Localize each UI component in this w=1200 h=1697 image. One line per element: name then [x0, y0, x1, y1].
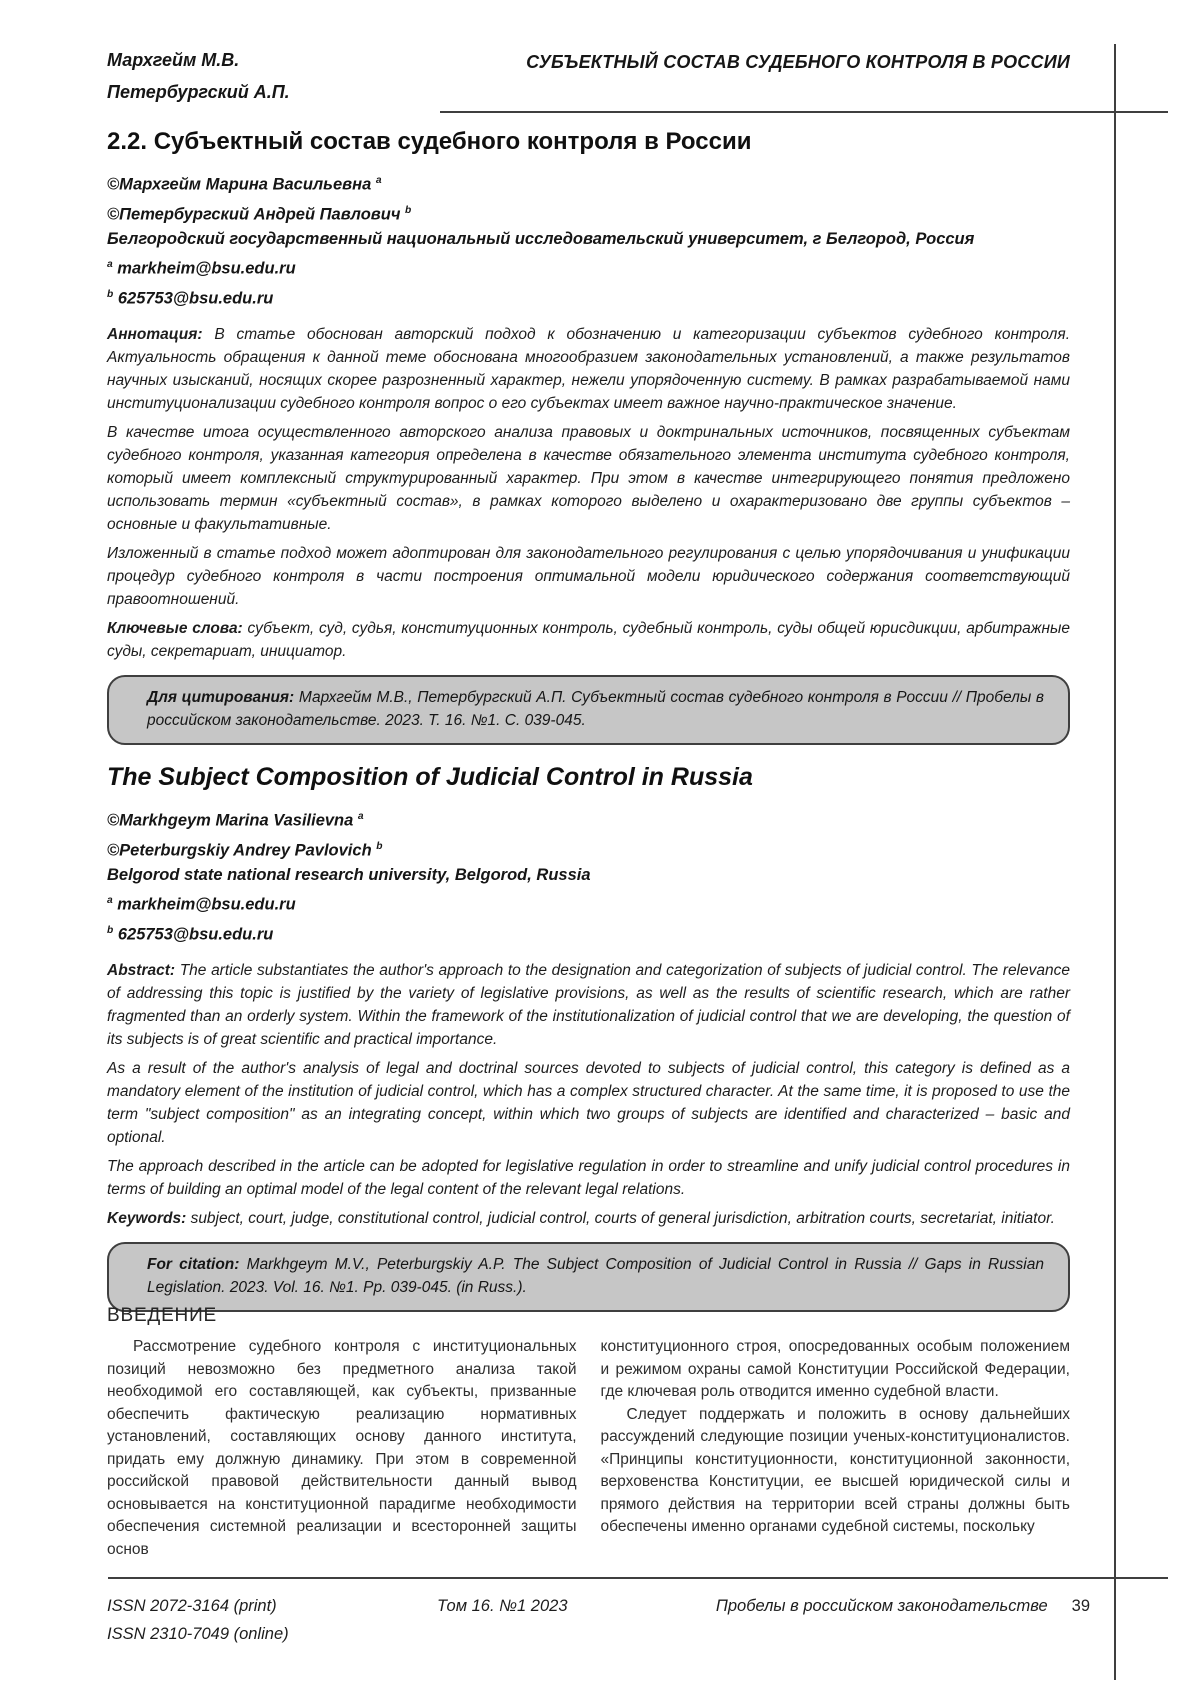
- citation-box-en: [107, 1242, 1070, 1312]
- abstract-label: Аннотация:: [107, 326, 203, 343]
- journal-name: Пробелы в российском законодательстве: [715, 1597, 1048, 1615]
- running-header: [107, 44, 1070, 108]
- authors-block-en: [107, 804, 1070, 947]
- keywords-label: Keywords:: [107, 1210, 187, 1227]
- footer-divider-rule: [108, 1577, 1168, 1579]
- keywords-label: Ключевые слова:: [107, 620, 243, 637]
- abstract-text: В статье обоснован авторский подход к обозначению и категоризации субъектов судебного контроля. Актуальность обращения к данной теме обоснована многообразием законодательных установлений, а также результатов научных изысканий, носящих скорее разрозненный характер, нежели упорядоченную систему. В рамках разрабатываемой нами институционализации судебного контроля вопрос о его субъектах имеет важное научно-практическое значение.: [107, 326, 1071, 412]
- body-paragraph: конституционного строя, опосредованных особым положением и режимом охраны самой Конституции Российской Федерации, где ключевая роль отводится именно судебной власти.: [600, 1338, 1070, 1400]
- running-header-authors: [107, 44, 290, 108]
- affiliation-line: Belgorod state national research university, Belgorod, Russia: [107, 866, 591, 884]
- abstract-paragraph: [107, 323, 1070, 415]
- abstract-text: The article substantiates the author's approach to the designation and categorization of subjects of judicial control. The relevance of addressing this topic is justified by the variety of legislative provisions, as well as the results of scientific research, which are rather fragmented than an orderly system. Within the framework of the institutionalization of judicial control that we are developing, the question of its subjects is of great scientific and practical importance.: [107, 962, 1070, 1048]
- issn-online: ISSN 2310-7049 (online): [107, 1625, 289, 1643]
- email-line: [107, 282, 1070, 312]
- author-affiliation-mark: b: [376, 840, 383, 852]
- abstract-paragraph: [107, 959, 1070, 1051]
- email-line: [107, 918, 1070, 948]
- email-affiliation-mark: a: [107, 895, 113, 906]
- front-matter: [107, 44, 1070, 1312]
- page-footer: [107, 1592, 1090, 1648]
- section-heading-introduction: ВВЕДЕНИЕ: [107, 1305, 218, 1326]
- running-author-1: Мархгейм М.В.: [107, 50, 240, 70]
- email-address: markheim@bsu.edu.ru: [117, 895, 296, 914]
- body-paragraph: Рассмотрение судебного контроля с институциональных позиций невозможно без предметного анализа такой необходимой его составляющей, как субъекты, призванные обеспечить фактическую реализацию нормативных установлений, составляющих основу данного института, придать ему должную динамику. При этом в современной российской правовой действительности данный вывод основывается на конституционной парадигме необходимости обеспечения системной реализации и всесторонней защиты основ: [107, 1338, 577, 1558]
- body-paragraph: Следует поддержать и положить в основу дальнейших рассуждений следующие позиции ученых-конституционалистов. «Принципы конституционности, конституционной законности, верховенства Конституции, ее высшей юридической силы и прямого действия на территории всей страны должны быть обеспечены именно органами судебной системы, поскольку: [600, 1405, 1070, 1535]
- author-line: [107, 804, 1070, 834]
- author-affiliation-mark: a: [357, 811, 364, 822]
- abstract-label: Abstract:: [107, 962, 176, 979]
- author-line: [107, 198, 1070, 228]
- issn-block: [107, 1592, 289, 1648]
- volume-info: Том 16. №1 2023: [437, 1597, 568, 1615]
- page-number: 39: [1071, 1597, 1090, 1615]
- email-address: 625753@bsu.edu.ru: [117, 925, 274, 943]
- abstract-paragraph: As a result of the author's analysis of legal and doctrinal sources devoted to subjects of judicial control, this category is defined as a mandatory element of the institution of judicial control, which has a complex structured character. At the same time, it is proposed to use the term "subject composition" as an integrating concept, within which two groups of subjects are identified and characterized – basic and optional.: [107, 1060, 1070, 1146]
- author-name: ©Мархгейм Марина Васильевна: [107, 175, 372, 194]
- author-name: ©Peterburgskiy Andrey Pavlovich: [107, 841, 372, 859]
- citation-label: Для цитирования:: [147, 689, 295, 706]
- author-affiliation-mark: a: [375, 175, 382, 186]
- abstract-paragraph: The approach described in the article can be adopted for legislative regulation in order to streamline and unify judicial control procedures in terms of building an optimal model of the legal content of the relevant legal relations.: [107, 1158, 1070, 1198]
- author-line: [107, 834, 1070, 864]
- email-address: markheim@bsu.edu.ru: [117, 259, 296, 278]
- body-column-right: [601, 1336, 1071, 1561]
- citation-box-ru: [107, 675, 1070, 745]
- citation-text: Markhgeym M.V., Peterburgskiy A.P. The Subject Composition of Judicial Control in Russia // Gaps in Russian Legislation. 2023. Vol. 16. №1. Pp. 039-045. (in Russ.).: [147, 1256, 1044, 1296]
- abstract-en: [107, 959, 1070, 1230]
- running-title: СУБЪЕКТНЫЙ СОСТАВ СУДЕБНОГО КОНТРОЛЯ В РОССИИ: [526, 52, 1070, 72]
- article-title-en: The Subject Composition of Judicial Control in Russia: [107, 763, 753, 791]
- email-address: 625753@bsu.edu.ru: [117, 289, 274, 307]
- two-column-body: [107, 1336, 1070, 1561]
- email-line: [107, 252, 1070, 282]
- issn-print: ISSN 2072-3164 (print): [107, 1597, 277, 1615]
- email-affiliation-mark: a: [107, 259, 113, 270]
- abstract-paragraph: Изложенный в статье подход может адоптирован для законодательного регулирования с целью упорядочивания и унификации процедур судебного контроля в части построения оптимальной модели юридического содержания соответствующий правоотношений.: [107, 545, 1070, 608]
- keywords-en: [107, 1207, 1070, 1230]
- body-column-left: [107, 1336, 577, 1561]
- email-line: [107, 888, 1070, 918]
- footer-right: [716, 1592, 1090, 1620]
- keywords-ru: [107, 617, 1070, 663]
- right-border-rule: [1114, 44, 1116, 1680]
- authors-block-ru: [107, 168, 1070, 311]
- abstract-paragraph: В качестве итога осуществленного авторского анализа правовых и доктринальных источников, посвященных субъектам судебного контроля, указанная категория определена в качестве обязательного элемента института судебного контроля, который имеет комплексный структурированный характер. При этом в качестве интегрирующего понятия предложено использовать термин «субъектный состав», в рамках которого выделено и охарактеризовано две группы субъектов – основные и факультативные.: [107, 424, 1070, 533]
- article-title-ru: 2.2. Субъектный состав судебного контроля в России: [107, 128, 752, 155]
- keywords-text: subject, court, judge, constitutional control, judicial control, courts of general jurisdiction, arbitration courts, secretariat, initiator.: [190, 1210, 1055, 1227]
- running-author-2: Петербургский А.П.: [107, 82, 290, 102]
- email-affiliation-mark: b: [107, 924, 114, 936]
- citation-label: For citation:: [147, 1256, 240, 1273]
- email-affiliation-mark: b: [107, 288, 114, 300]
- introduction-section: [107, 1305, 1070, 1575]
- author-affiliation-mark: b: [405, 204, 412, 216]
- keywords-text: субъект, суд, судья, конституционных контроль, судебный контроль, суды общей юрисдикции, арбитражные суды, секретариат, инициатор.: [107, 620, 1071, 660]
- abstract-ru: [107, 323, 1070, 663]
- author-line: [107, 168, 1070, 198]
- affiliation-line: Белгородский государственный национальный исследовательский университет, г Белгород, Россия: [107, 230, 975, 248]
- author-name: ©Петербургский Андрей Павлович: [107, 205, 401, 223]
- citation-text: Мархгейм М.В., Петербургский А.П. Субъектный состав судебного контроля в России // Пробелы в российском законодательстве. 2023. Т. 16. №1. С. 039-045.: [147, 689, 1044, 729]
- author-name: ©Markhgeym Marina Vasilievna: [107, 811, 354, 830]
